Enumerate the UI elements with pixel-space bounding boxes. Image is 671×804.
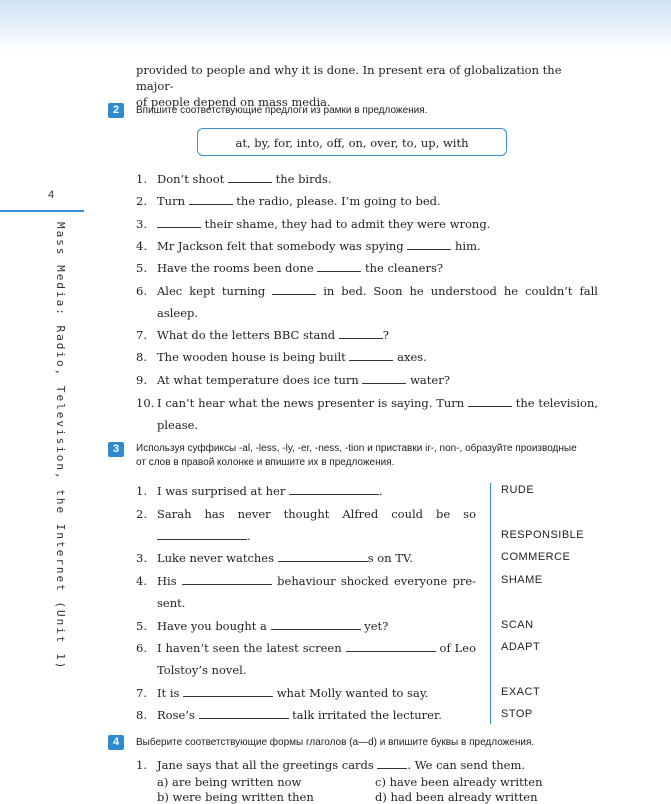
answer-blank[interactable] (278, 551, 368, 562)
ex3-item-cont: . (157, 528, 251, 544)
exercise-2-badge: 2 (108, 103, 124, 118)
side-unit-title: Mass Media: Radio, Television, the Internet (Unit 1) (54, 222, 67, 671)
option-d: d) had been already written (375, 790, 538, 804)
answer-blank[interactable] (157, 529, 247, 540)
answer-blank[interactable] (289, 484, 379, 495)
ex3-item: 3. Luke never watches s on TV. (136, 551, 413, 565)
ex3-item: 7. It is what Molly wanted to say. (136, 686, 429, 700)
ex3-item: 4. His behaviour shocked everyone pre- (136, 574, 477, 588)
ex3-item: 5. Have you bought a yet? (136, 619, 389, 633)
ex2-item: 9. At what temperature does ice turn water? (136, 373, 450, 387)
answer-blank[interactable] (189, 194, 233, 205)
answer-blank[interactable] (346, 641, 436, 652)
ex3-item-cont: sent. (157, 596, 186, 610)
ex3-item: 6. I haven’t seen the latest screen of Leo (136, 641, 477, 655)
word-cue: COMMERCE (501, 551, 571, 563)
page-number: 4 (48, 189, 55, 201)
answer-blank[interactable] (468, 396, 512, 407)
word-cue: SCAN (501, 619, 534, 631)
word-cue: STOP (501, 708, 533, 720)
ex2-item: 1. Don’t shoot the birds. (136, 172, 332, 186)
answer-blank[interactable] (183, 686, 273, 697)
ex2-item: 7. What do the letters BBC stand ? (136, 328, 389, 342)
answer-blank[interactable] (362, 373, 406, 384)
answer-blank[interactable] (339, 328, 383, 339)
answer-blank[interactable] (317, 261, 361, 272)
answer-blank[interactable] (182, 574, 272, 585)
ex2-item: 4. Mr Jackson felt that somebody was spying him. (136, 239, 481, 253)
answer-blank[interactable] (377, 758, 407, 769)
option-b: b) were being written then (157, 790, 314, 804)
ex2-item: 6. Alec kept turning in bed. Soon he understood he couldn’t fall (136, 284, 598, 298)
word-cue: SHAME (501, 574, 543, 586)
exercise-4-badge: 4 (108, 735, 124, 750)
answer-blank[interactable] (199, 708, 289, 719)
answer-blank[interactable] (272, 284, 316, 295)
ex2-item: 2. Turn the radio, please. I’m going to bed. (136, 194, 441, 208)
side-divider (0, 210, 84, 212)
exercise-2-instruction: Впишите соответствующие предлоги из рамки в предложения. (136, 105, 428, 116)
exercise-3-instruction: Используя суффиксы -al, -less, -ly, -er, -ness, -tion и приставки ir-, non-, образуйте производные от слов в правой колонке и впишите их в предложения. (136, 443, 577, 468)
ex2-item-cont: asleep. (157, 306, 199, 320)
ex4-item: 1. Jane says that all the greetings cards . We can send them. (136, 758, 526, 772)
word-cue: RESPONSIBLE (501, 529, 585, 541)
ex3-item: 8. Rose’s talk irritated the lecturer. (136, 708, 442, 722)
ex3-item-cont: Tolstoy’s novel. (157, 663, 247, 677)
word-cue: EXACT (501, 686, 541, 698)
answer-blank[interactable] (228, 172, 272, 183)
exercise-4-instruction: Выберите соответствующие формы глаголов (a—d) и впишите буквы в предложения. (136, 737, 535, 748)
header-band (0, 0, 671, 52)
word-cue: ADAPT (501, 641, 541, 653)
intro-paragraph (136, 62, 602, 110)
option-c: c) have been already written (375, 775, 543, 789)
word-cue: RUDE (501, 484, 535, 496)
intro-line: provided to people and why it is done. In present era of globalization the major- (136, 63, 562, 93)
word-box: at, by, for, into, off, on, over, to, up, with (197, 128, 507, 156)
ex2-item: 5. Have the rooms been done the cleaners? (136, 261, 444, 275)
ex2-item: 8. The wooden house is being built axes. (136, 350, 427, 364)
ex2-item: 3. their shame, they had to admit they were wrong. (136, 217, 491, 231)
answer-blank[interactable] (407, 239, 451, 250)
ex2-item-cont: please. (157, 418, 199, 432)
column-divider (490, 483, 491, 724)
answer-blank[interactable] (349, 350, 393, 361)
option-a: a) are being written now (157, 775, 302, 789)
ex3-item: 2. Sarah has never thought Alfred could be so (136, 507, 476, 521)
ex3-item: 1. I was surprised at her . (136, 484, 383, 498)
answer-blank[interactable] (271, 619, 361, 630)
exercise-3-badge: 3 (108, 442, 124, 457)
answer-blank[interactable] (157, 217, 201, 228)
intro-line: of people depend on mass media. (136, 95, 331, 109)
ex2-item: 10. I can’t hear what the news presenter is saying. Turn the television, (136, 396, 599, 410)
